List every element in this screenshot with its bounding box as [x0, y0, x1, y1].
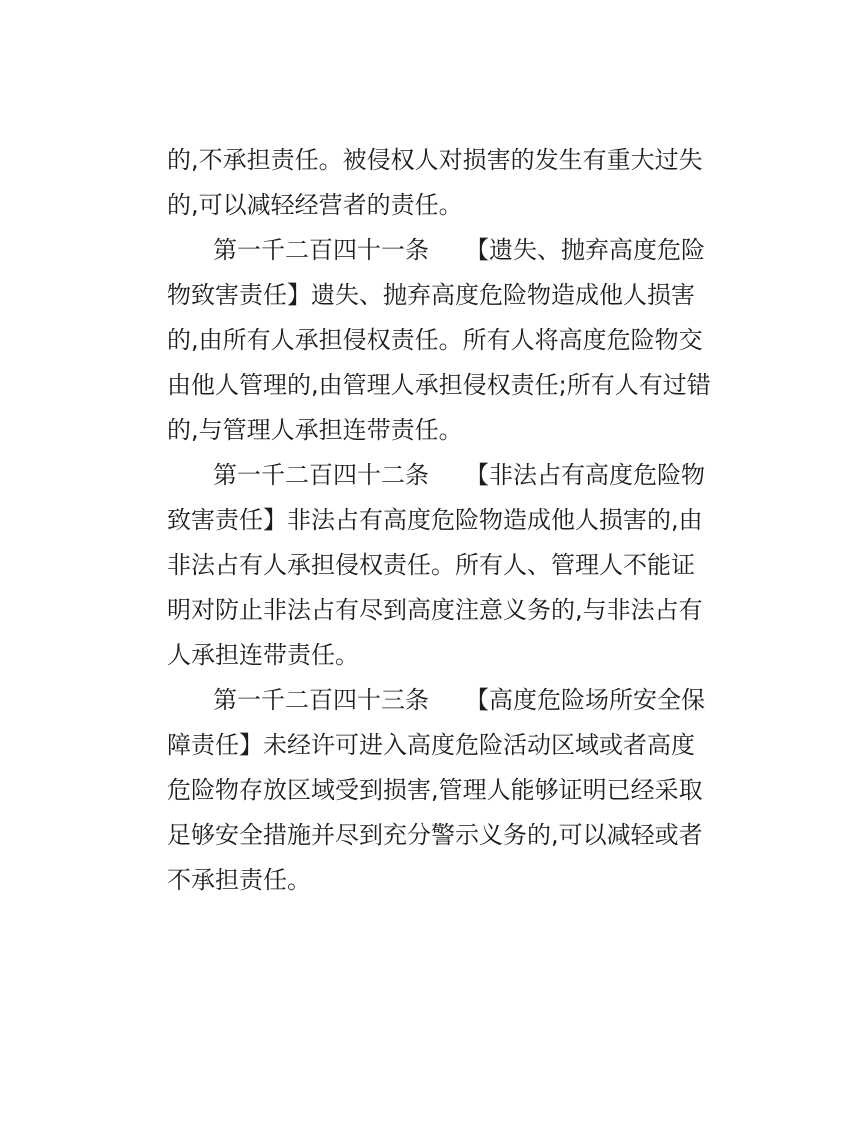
document-body [167, 138, 711, 903]
text-line: 足够安全措施并尽到充分警示义务的,可以减轻或者 [167, 821, 703, 849]
text-line: 障责任】未经许可进入高度危险活动区域或者高度 [167, 731, 695, 759]
text-line: 的,与管理人承担连带责任。 [167, 416, 463, 444]
text-line: 物致害责任】遗失、抛弃高度危险物造成他人损害 [167, 281, 695, 309]
article-heading-line [167, 678, 705, 723]
article-title-start: 【非法占有高度危险物 [465, 461, 705, 489]
article-number: 第一千二百四十二条 [213, 461, 429, 489]
article-title-start: 【遗失、抛弃高度危险 [465, 236, 705, 264]
article-title-start: 【高度危险场所安全保 [465, 686, 705, 714]
text-line: 明对防止非法占有尽到高度注意义务的,与非法占有 [167, 596, 703, 624]
text-line: 的,可以减轻经营者的责任。 [167, 191, 463, 219]
text-line: 非法占有人承担侵权责任。所有人、管理人不能证 [167, 551, 695, 579]
text-line: 的,由所有人承担侵权责任。所有人将高度危险物交 [167, 326, 703, 354]
article-heading-line [167, 228, 705, 273]
text-line: 由他人管理的,由管理人承担侵权责任;所有人有过错 [167, 371, 711, 399]
text-line: 危险物存放区域受到损害,管理人能够证明已经采取 [167, 776, 703, 804]
text-line: 人承担连带责任。 [167, 641, 359, 669]
article-number: 第一千二百四十一条 [213, 236, 429, 264]
text-line: 不承担责任。 [167, 866, 311, 894]
article-heading-line [167, 453, 705, 498]
text-line: 致害责任】非法占有高度危险物造成他人损害的,由 [167, 506, 703, 534]
article-number: 第一千二百四十三条 [213, 686, 429, 714]
text-line: 的,不承担责任。被侵权人对损害的发生有重大过失 [167, 146, 703, 174]
